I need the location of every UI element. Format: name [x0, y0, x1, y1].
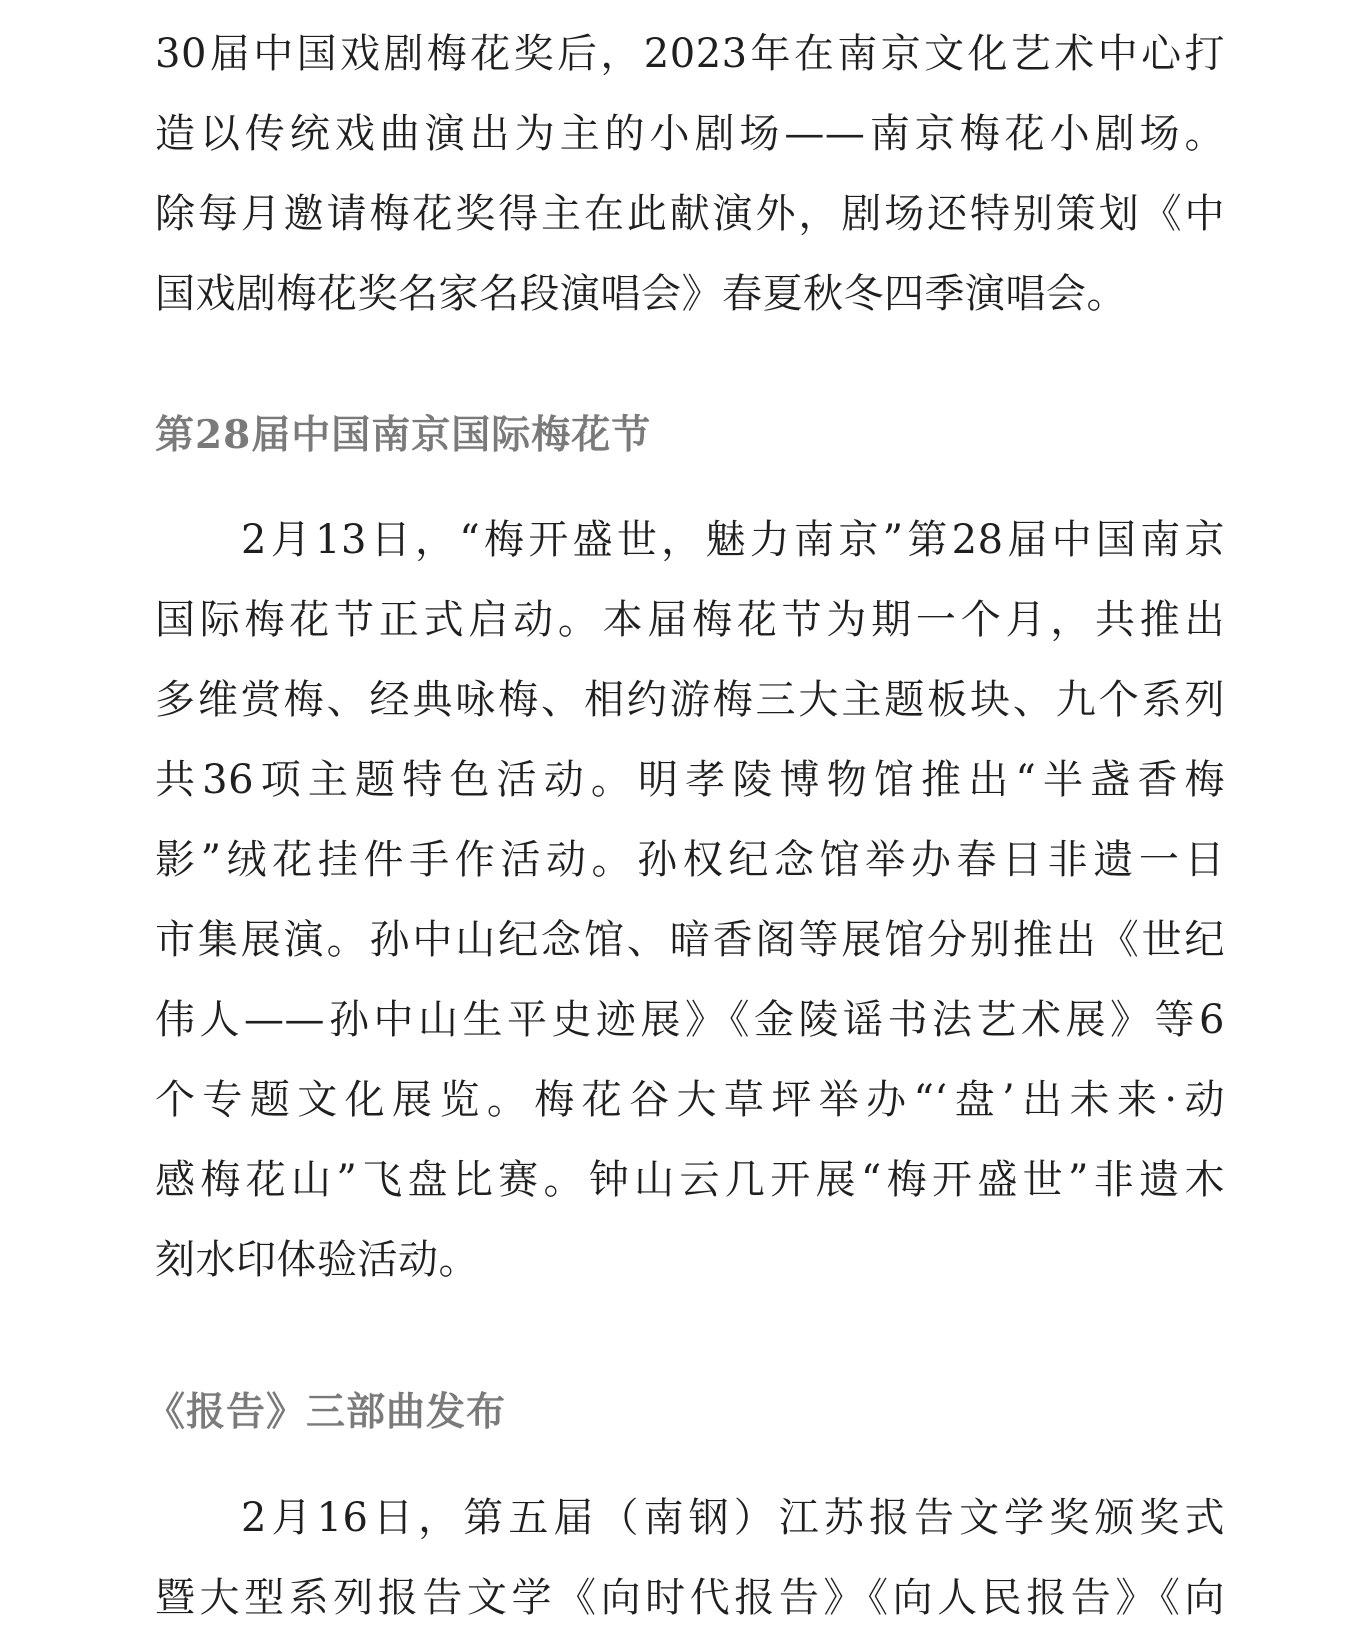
text-line: 个专题文化展览。梅花谷大草坪举办“‘盘’出未来·动 [155, 1077, 1225, 1123]
section-heading-report-trilogy: 《报告》三部曲发布 [146, 1389, 507, 1435]
text-line: 30届中国戏剧梅花奖后，2023年在南京文化艺术中心打 [155, 31, 1225, 77]
text-line: 感梅花山”飞盘比赛。钟山云几开展“梅开盛世”非遗木 [155, 1157, 1225, 1203]
text-line: 2月13日，“梅开盛世，魅力南京”第28届中国南京 [241, 517, 1225, 563]
section-heading-plum-festival: 第28届中国南京国际梅花节 [155, 412, 652, 458]
text-line: 伟人——孙中山生平史迹展》《金陵谣书法艺术展》等6 [155, 997, 1225, 1043]
text-line: 共36项主题特色活动。明孝陵博物馆推出“半盏香梅 [155, 757, 1225, 803]
paragraph-meihua-theatre [155, 14, 1225, 334]
paragraph-plum-festival [155, 500, 1225, 1300]
text-line: 多维赏梅、经典咏梅、相约游梅三大主题板块、九个系列 [155, 677, 1225, 723]
text-line: 国戏剧梅花奖名家名段演唱会》春夏秋冬四季演唱会。 [155, 271, 1127, 317]
text-line: 暨大型系列报告文学《向时代报告》《向人民报告》《向 [155, 1575, 1225, 1621]
text-line: 造以传统戏曲演出为主的小剧场——南京梅花小剧场。 [155, 111, 1225, 157]
text-line: 影”绒花挂件手作活动。孙权纪念馆举办春日非遗一日 [155, 837, 1225, 883]
text-line: 市集展演。孙中山纪念馆、暗香阁等展馆分别推出《世纪 [155, 917, 1225, 963]
text-line: 刻水印体验活动。 [155, 1237, 479, 1283]
text-line: 国际梅花节正式启动。本届梅花节为期一个月，共推出 [155, 597, 1225, 643]
text-line: 除每月邀请梅花奖得主在此献演外，剧场还特别策划《中 [155, 191, 1225, 237]
paragraph-report-trilogy [155, 1478, 1225, 1638]
text-line: 2月16日，第五届（南钢）江苏报告文学奖颁奖式 [241, 1495, 1225, 1541]
